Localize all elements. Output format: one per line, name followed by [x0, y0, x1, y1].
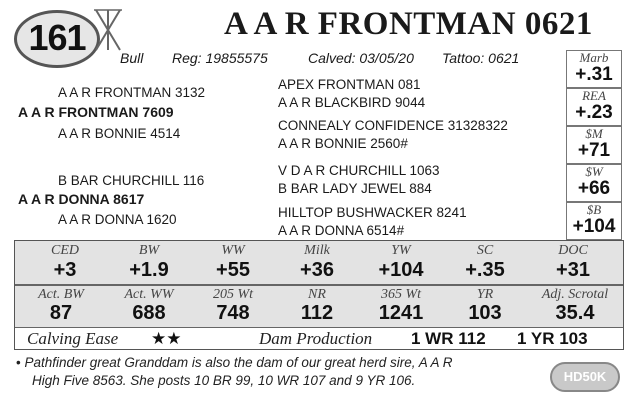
stat-label: BW [138, 243, 160, 258]
footnote [16, 354, 541, 390]
epd-label: $M [585, 126, 603, 141]
stat-value: +.35 [465, 259, 505, 281]
stat-act-bw [15, 285, 107, 327]
pedigree-dam: A A R DONNA 8617 [18, 191, 145, 207]
lot-number-badge [14, 10, 100, 68]
animal-type: Bull [120, 50, 144, 66]
stat-value: +104 [378, 259, 424, 281]
brand-mark-icon [92, 8, 124, 52]
stat-label: YR [476, 287, 494, 302]
epd-marb [566, 50, 622, 88]
registration-number: Reg: 19855575 [172, 50, 268, 66]
performance-table [14, 240, 624, 350]
stat-label: Act. BW [38, 287, 84, 302]
stat-value: 35.4 [555, 302, 595, 324]
note-line-1: Pathfinder great Granddam is also the dam of our great herd sire, A A R [24, 355, 453, 370]
epd-value: +104 [572, 216, 616, 237]
stat-label: Adj. Scrotal [541, 287, 609, 302]
stat-label: 205 Wt [212, 287, 254, 302]
note-bullet: • [16, 355, 21, 370]
epd-label: $B [586, 202, 602, 217]
hd50k-badge: HD50K [550, 362, 620, 392]
stat-milk [275, 241, 359, 284]
pedigree-great-grandparent: A A R BLACKBIRD 9044 [278, 95, 426, 110]
calving-ease-stars: ★★ [151, 329, 182, 348]
epd-rea [566, 88, 622, 126]
stat-value: 87 [49, 302, 73, 324]
pedigree-dam-sire: B BAR CHURCHILL 116 [58, 173, 205, 188]
stat-adj-scrotal [527, 285, 623, 327]
stat-value: 103 [468, 302, 502, 324]
stat-value: +55 [216, 259, 250, 281]
pedigree-sire-sire: A A R FRONTMAN 3132 [58, 85, 206, 100]
stat-label: SC [476, 243, 494, 258]
stat-yr [443, 285, 527, 327]
pedigree-great-grandparent: APEX FRONTMAN 081 [278, 77, 421, 92]
lot-number: 161 [28, 17, 86, 58]
stat-act-ww [107, 285, 191, 327]
epd-value: +.31 [575, 64, 613, 85]
stat-label: 365 Wt [380, 287, 422, 302]
stat-value: 1241 [378, 302, 424, 324]
epd-value: +66 [577, 178, 611, 199]
epd-label: REA [582, 88, 606, 103]
stat-label: DOC [558, 243, 588, 258]
stat-value: +3 [53, 259, 77, 281]
stat-ced [23, 241, 107, 284]
stat-sc [443, 241, 527, 284]
pedigree-great-grandparent: B BAR LADY JEWEL 884 [278, 181, 432, 196]
pedigree-great-grandparent: CONNEALY CONFIDENCE 31328322 [278, 118, 508, 133]
stat-label: YW [391, 243, 411, 258]
pedigree-great-grandparent: A A R DONNA 6514# [278, 223, 405, 238]
note-line-2: High Five 8563. She posts 10 BR 99, 10 WR 107 and 9 YR 106. [32, 373, 416, 388]
stat-doc [527, 241, 619, 284]
stat-label: CED [51, 243, 79, 258]
stat-yw [359, 241, 443, 284]
stat-label: NR [308, 287, 326, 302]
epd-value: +71 [577, 140, 611, 161]
pedigree-great-grandparent: A A R BONNIE 2560# [278, 136, 408, 151]
stat-label: WW [221, 243, 245, 258]
epd-dollar-w [566, 164, 622, 202]
pedigree-great-grandparent: HILLTOP BUSHWACKER 8241 [278, 205, 467, 220]
epd-dollar-b [566, 202, 622, 240]
epd-value: +.23 [575, 102, 613, 123]
stat-value: +31 [556, 259, 590, 281]
dam-production-label: Dam Production [259, 329, 373, 348]
epd-label: $W [585, 164, 603, 179]
epd-dollar-m [566, 126, 622, 164]
stat-label: Milk [304, 243, 330, 258]
calving-ease-label: Calving Ease [27, 329, 119, 348]
stat-365-wt [359, 285, 443, 327]
calved-date: Calved: 03/05/20 [308, 50, 414, 66]
stat-ww [191, 241, 275, 284]
stat-label: Act. WW [124, 287, 174, 302]
stat-nr [275, 285, 359, 327]
stat-value: 112 [300, 302, 334, 324]
pedigree-great-grandparent: V D A R CHURCHILL 1063 [278, 163, 440, 178]
stat-value: +36 [300, 259, 334, 281]
epd-label: Marb [579, 50, 609, 65]
pedigree-dam-dam: A A R DONNA 1620 [58, 212, 177, 227]
stat-value: 748 [216, 302, 250, 324]
stat-205-wt [191, 285, 275, 327]
dam-production-yr: 1 YR 103 [517, 329, 588, 348]
pedigree-sire: A A R FRONTMAN 7609 [18, 104, 174, 120]
stat-bw [107, 241, 191, 284]
stat-value: 688 [132, 302, 166, 324]
animal-name: A A R FRONTMAN 0621 [224, 6, 593, 42]
dam-production-wr: 1 WR 112 [411, 329, 486, 348]
pedigree-sire-dam: A A R BONNIE 4514 [58, 126, 181, 141]
calving-dam-row [15, 328, 623, 350]
tattoo: Tattoo: 0621 [442, 50, 520, 66]
stat-value: +1.9 [129, 259, 169, 281]
